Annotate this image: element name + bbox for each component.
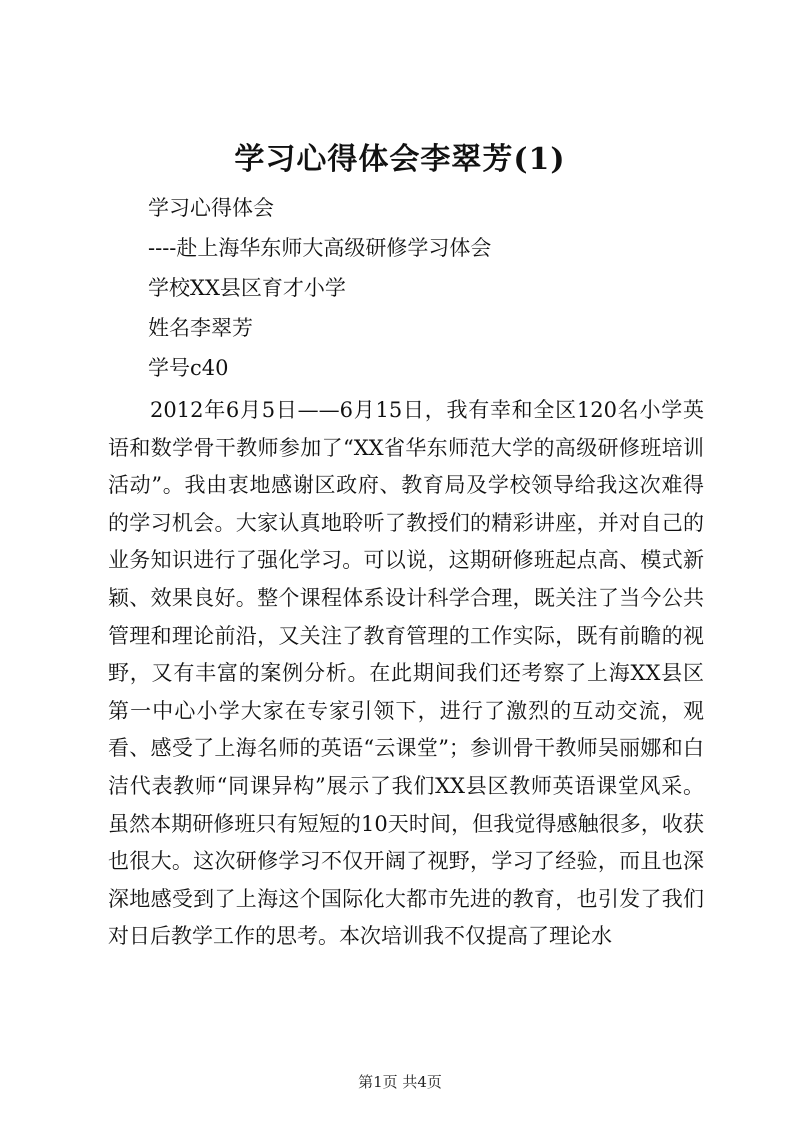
- meta-subtitle: ----赴上海华东师大高级研修学习体会: [148, 236, 492, 260]
- meta-name: 姓名李翠芳: [148, 316, 253, 340]
- meta-student-id: 学号c40: [148, 356, 229, 380]
- body-paragraph: 2012年6月5日——6月15日，我有幸和全区120名小学英语和数学骨干教师参加了“XX省华东师范大学的高级研修班培训活动”。我由衷地感谢区政府、教育局及学校领导给我这次难得的学习机会。大家认真地聆听了教授们的精彩讲座，并对自己的业务知识进行了强化学习。可以说，这期研修班起点高、模式新颖、效果良好。整个课程体系设计科学合理，既关注了当今公共管理和理论前沿，又关注了教育管理的工作实际，既有前瞻的视野，又有丰富的案例分析。在此期间我们还考察了上海XX县区第一中心小学大家在专家引领下，进行了激烈的互动交流，观看、感受了上海名师的英语“云课堂”；参训骨干教师吴丽娜和白洁代表教师“同课异构”展示了我们XX县区教师英语课堂风采。虽然本期研修班只有短短的10天时间，但我觉得感触很多，收获也很大。这次研修学习不仅开阔了视野，学习了经验，而且也深深地感受到了上海这个国际化大都市先进的教育，也引发了我们对日后教学工作的思考。本次培训我不仅提高了理论水: [108, 398, 704, 949]
- meta-school: 学校XX县区育才小学: [148, 276, 346, 300]
- document-meta: [148, 188, 708, 388]
- page-footer: 第1页 共4页: [358, 1073, 442, 1091]
- meta-heading: 学习心得体会: [148, 196, 274, 220]
- document-title: 学习心得体会李翠芳(1): [234, 142, 566, 177]
